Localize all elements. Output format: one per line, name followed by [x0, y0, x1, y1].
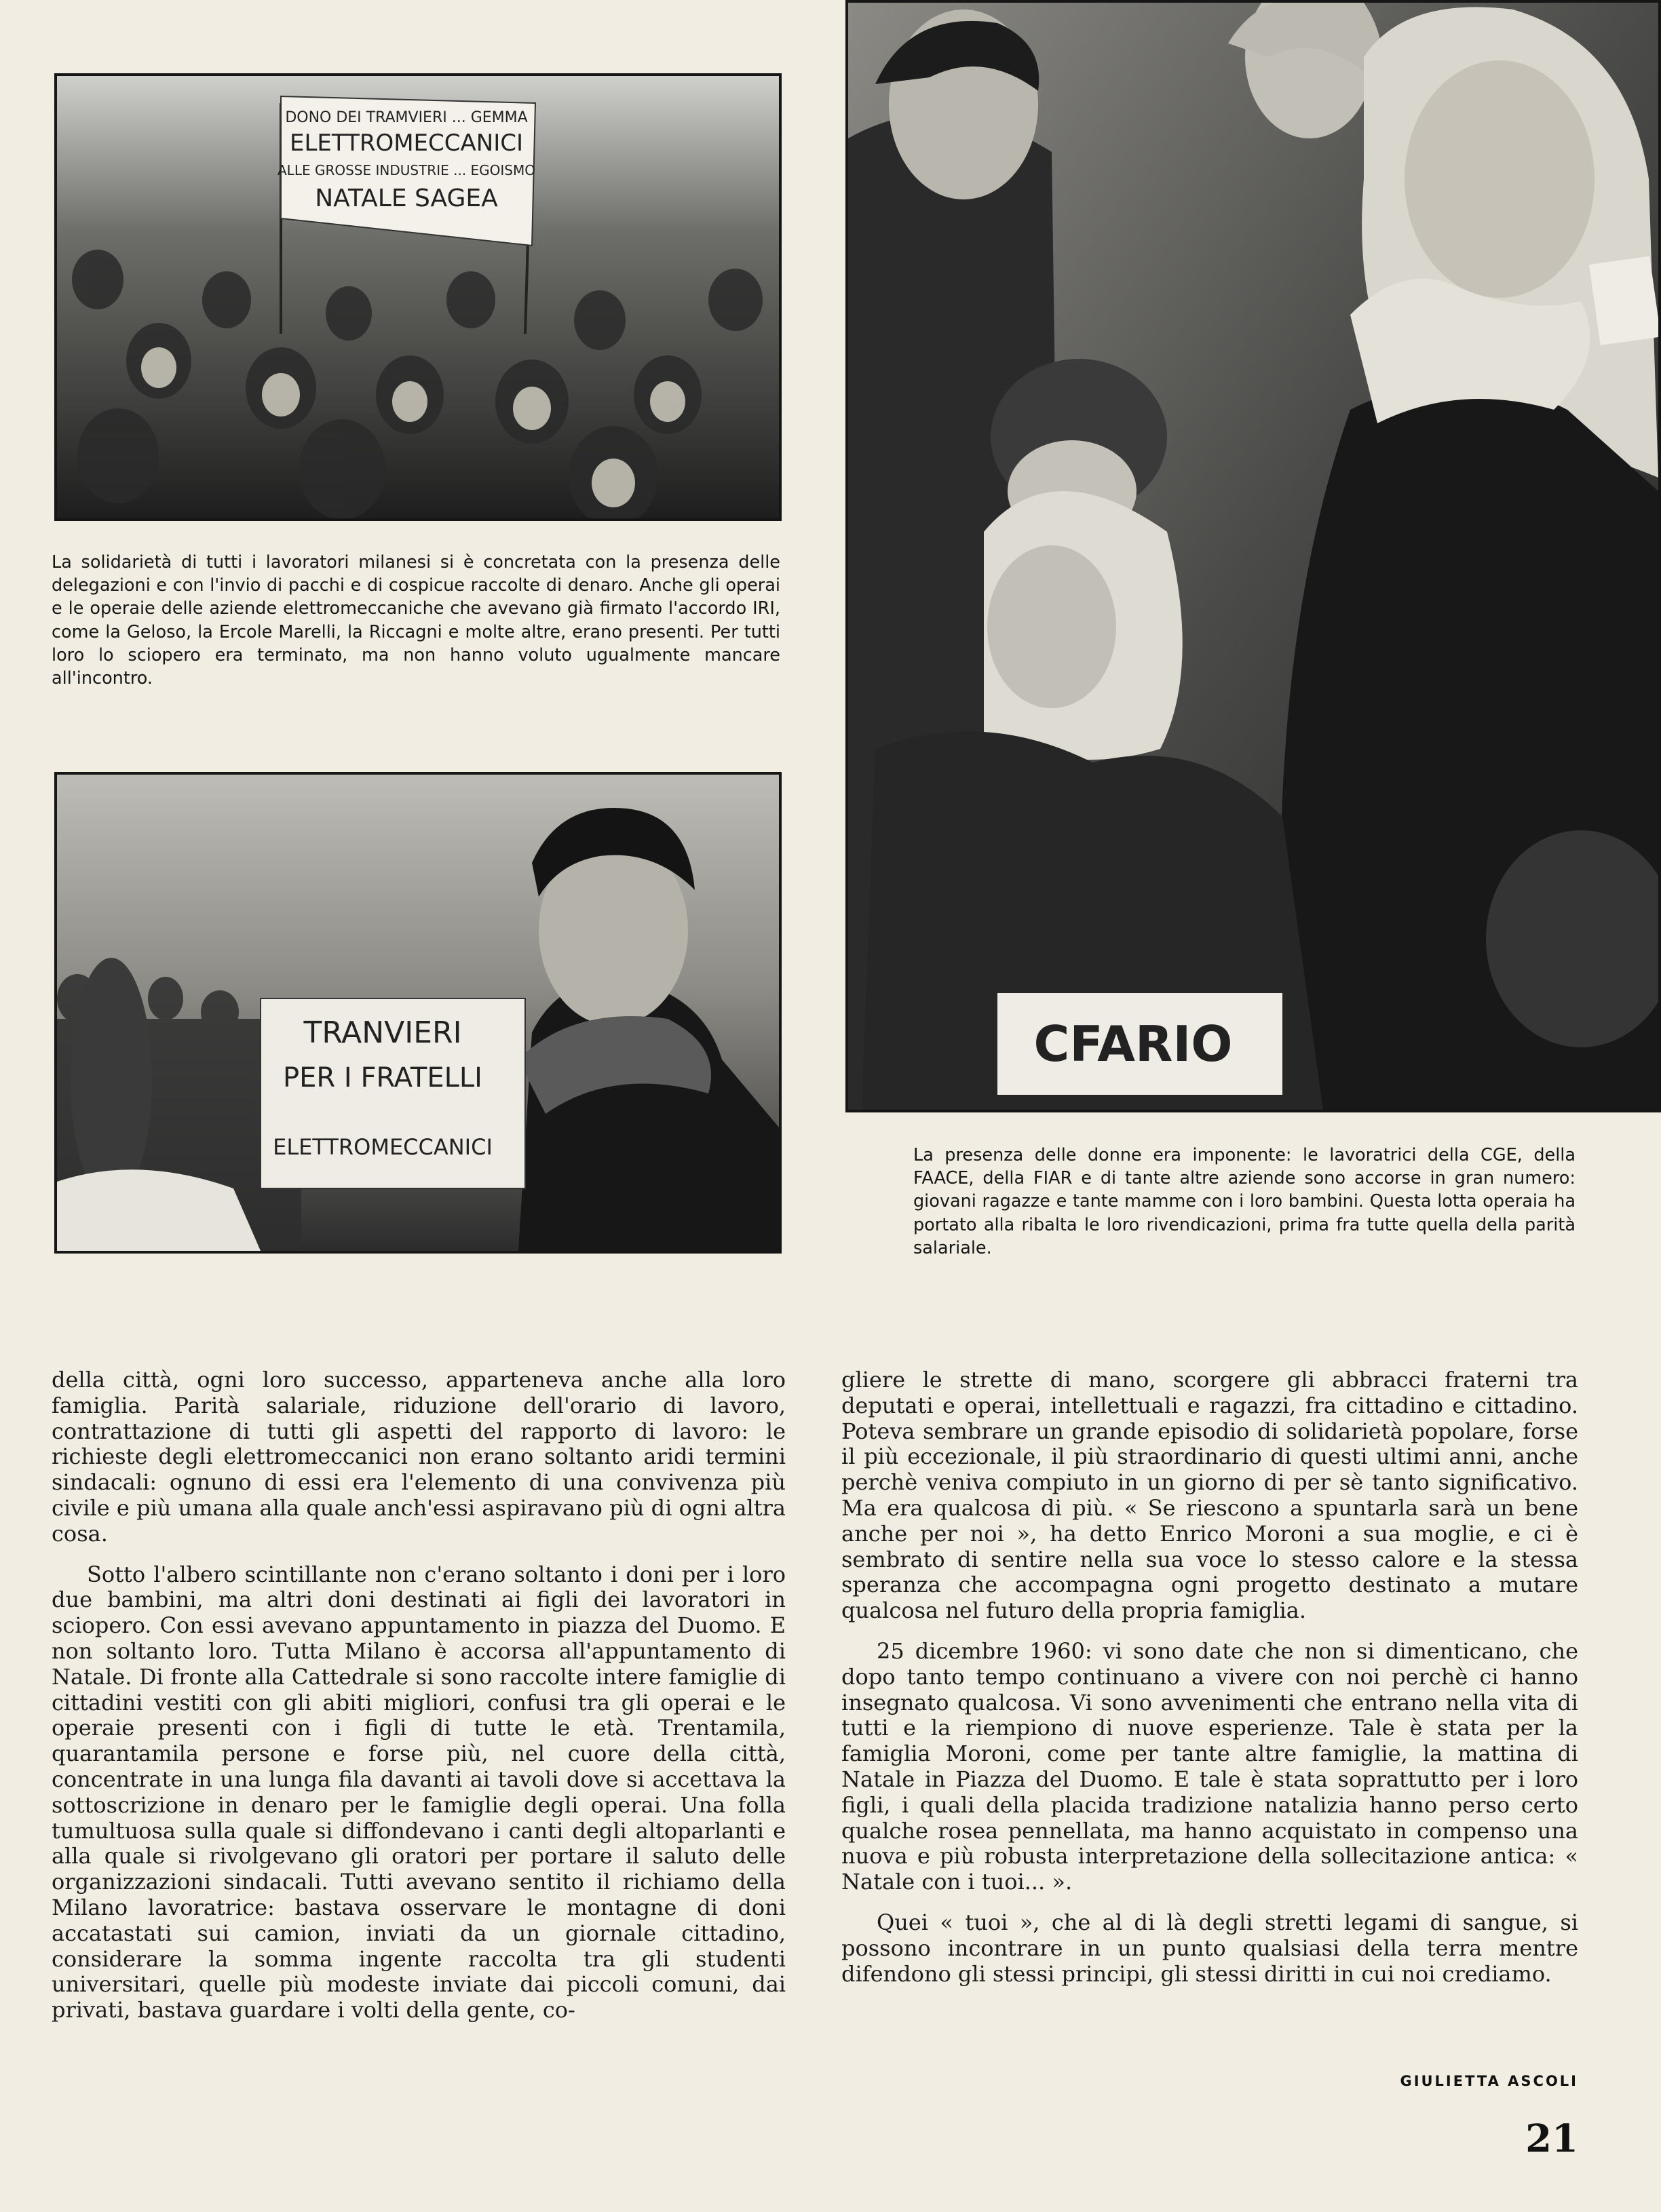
sign-line-1: TRANVIERI	[303, 1015, 462, 1050]
photo-women-children	[845, 0, 1661, 1112]
crowd-photo-image	[57, 76, 779, 518]
banner-line-4: NATALE SAGEA	[315, 185, 498, 212]
banner-line-3: ALLE GROSSE INDUSTRIE ... EGOISMO	[278, 162, 535, 178]
article-column-right	[841, 1367, 1578, 1987]
women-sign-text: CFARIO	[1033, 1015, 1233, 1072]
article-column-left	[52, 1367, 786, 2023]
tram-worker-photo-image	[57, 775, 779, 1251]
women-photo-image	[848, 3, 1658, 1110]
sign-line-3: ELETTROMECCANICI	[273, 1134, 493, 1160]
article-paragraph: 25 dicembre 1960: vi sono date che non si dimenticano, che dopo tanto tempo continuano a vivere con noi perchè ci hanno insegnato qualcosa. Vi sono avvenimenti che entrano nella vita di tutti e la riempiono di nuove esperienze. Tale è stata per la famiglia Moroni, come per tante altre famiglie, la mattina di Natale in Piazza del Duomo. E tale è stata soprattutto per i loro figli, i quali della placida tradizione natalizia hanno perso certo qualche rosea pennellata, ma hanno acquistato in compenso una nuova e più robusta interpretazione della sollecitazione antica: « Natale con i tuoi... ».	[841, 1637, 1578, 1895]
photo-tram-worker	[54, 772, 782, 1254]
author-byline: GIULIETTA ASCOLI	[1400, 2073, 1578, 2089]
sign-line-2: PER I FRATELLI	[283, 1062, 482, 1093]
article-paragraph: Sotto l'albero scintillante non c'erano soltanto i doni per i loro due bambini, ma altri doni destinati ai figli dei lavoratori in sciopero. Con essi avevano appuntamento in piazza del Duomo. E non soltanto loro. Tutta Milano è accorsa all'appuntamento di Natale. Di fronte alla Cattedrale si sono raccolte intere famiglie di cittadini vestiti con gli abiti migliori, confusi tra gli operai e le operaie presenti con i figli di tutte le età. Trentamila, quarantamila persone e forse più, nel cuore della città, concentrate in una lunga fila davanti ai tavoli dove si accettava la sottoscrizione in denaro per le famiglie degli operai. Una folla tumultuosa sulla quale si diffondevano i canti degli altoparlanti e alla quale si rivolgevano gli oratori per portare il saluto delle organizzazioni sindacali. Tutti avevano sentito il richiamo della Milano lavoratrice: bastava osservare le montagne di doni accatastati sui camion, inviati da un giornale cittadino, considerare la somma ingente raccolta tra gli studenti universitari, quelle più modeste inviate dai piccoli comuni, dai privati, bastava guardare i volti della gente, co-	[52, 1561, 786, 2023]
banner-line-2: ELETTROMECCANICI	[289, 130, 524, 157]
article-paragraph: gliere le strette di mano, scorgere gli abbracci fraterni tra deputati e operai, intellettuali e ragazzi, fra cittadino e cittadino. Poteva sembrare un grande episodio di solidarietà popolare, forse il più eccezionale, il più straordinario di questi ultimi anni, anche perchè veniva compiuto in un giorno di per sè tanto significativo. Ma era qualcosa di più. « Se riescono a spuntarla sarà un bene anche per noi », ha detto Enrico Moroni a sua moglie, e ci è sembrato di sentire nella sua voce lo stesso calore e la stessa speranza che accompagna ogni progetto destinato a mutare qualcosa nel futuro della propria famiglia.	[841, 1367, 1578, 1624]
banner-line-1: DONO DEI TRAMVIERI ... GEMMA	[285, 109, 528, 126]
article-paragraph: Quei « tuoi », che al di là degli stretti legami di sangue, si possono incontrare in un punto qualsiasi della terra mentre difendono gli stessi principi, gli stessi diritti in cui noi crediamo.	[841, 1909, 1578, 1987]
caption-crowd: La solidarietà di tutti i lavoratori milanesi si è concretata con la presenza delle delegazioni e con l'invio di pacchi e di cospicue raccolte di denaro. Anche gli operai e le operaie delle aziende elettromeccaniche che avevano già firmato l'accordo IRI, come la Geloso, la Ercole Marelli, la Riccagni e molte altre, erano presenti. Per tutti loro lo sciopero era terminato, ma non hanno voluto ugualmente mancare all'incontro.	[52, 552, 780, 689]
page-number: 21	[1525, 2116, 1578, 2161]
article-paragraph: della città, ogni loro successo, apparteneva anche alla loro famiglia. Parità salariale, riduzione dell'orario di lavoro, contrattazione di tutti gli aspetti del rapporto di lavoro: le richieste degli elettromeccanici non erano soltanto aridi termini sindacali: ognuno di essi era l'elemento di una convivenza più civile e più umana alla quale anch'essi aspiravano più di ogni altra cosa.	[52, 1367, 786, 1547]
caption-women: La presenza delle donne era imponente: le lavoratrici della CGE, della FAACE, della FIAR e di tante altre aziende sono accorse in gran numero: giovani ragazze e tante mamme con i loro bambini. Questa lotta operaia ha portato alla ribalta le loro rivendicazioni, prima fra tutte quella della parità salariale.	[913, 1145, 1576, 1258]
photo-crowd-banner	[54, 73, 782, 521]
